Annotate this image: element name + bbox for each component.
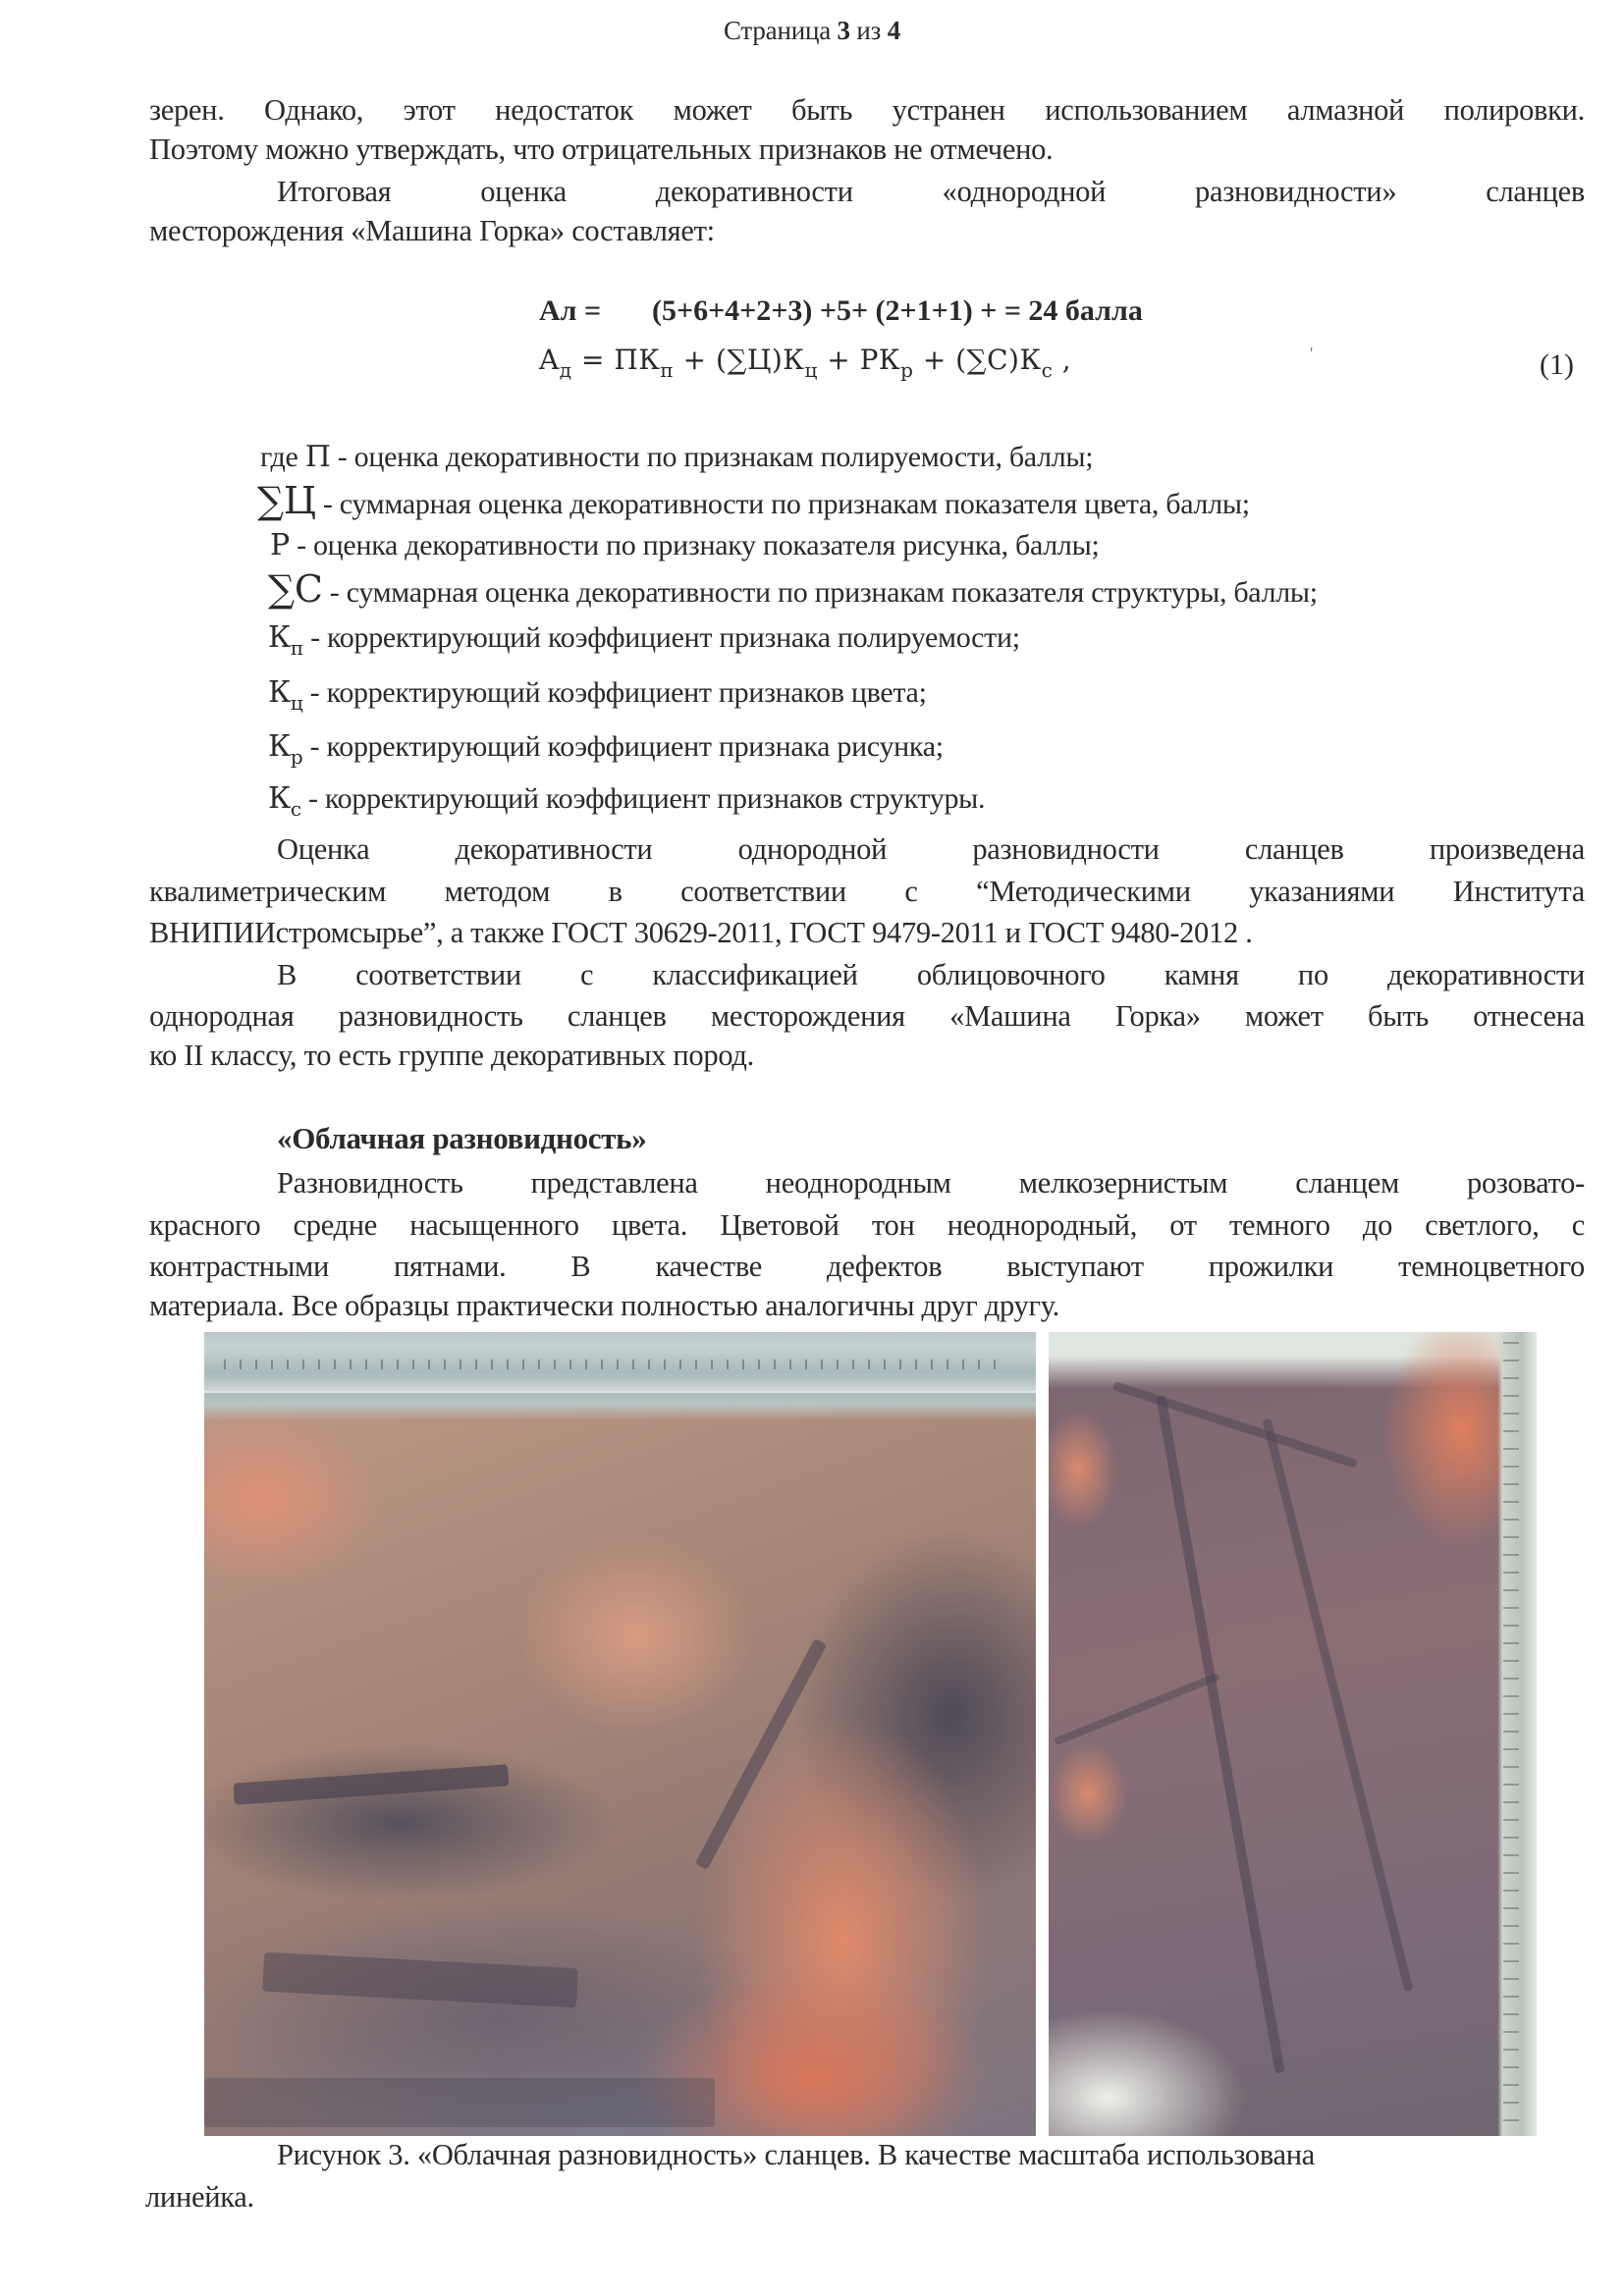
symbol: П xyxy=(304,440,331,474)
dark-vein xyxy=(1054,1673,1220,1746)
total-pages-number: 4 xyxy=(887,16,900,45)
symbol: К xyxy=(268,781,291,816)
paragraph-line: В соответствии с классификацией облицовочного камня по декоративности xyxy=(277,958,1585,991)
definition-item: где П - оценка декоративности по признакам полируемости, баллы; xyxy=(260,440,1094,474)
dark-vein xyxy=(1156,1395,1284,2073)
paragraph-line: однородная разновидность сланцев месторождения «Машина Горка» может быть отнесена xyxy=(149,999,1585,1033)
definition-item: ∑Ц - суммарная оценка декоративности по признакам показателя цвета, баллы; xyxy=(257,479,1250,522)
formula-general: $A_д = ПК_п + (\sum Ц)К_ц + РК_р + (\sum С)К_с$ , xyxy=(539,344,1072,382)
paragraph-line: Поэтому можно утверждать, что отрицательных признаков не отмечено. xyxy=(149,133,1054,166)
stray-mark: ' xyxy=(1310,344,1314,363)
symbol: К xyxy=(268,620,291,655)
ruler-icon xyxy=(204,1346,1036,1393)
page-label: Страница xyxy=(723,16,838,45)
figure-caption-continued: линейка. xyxy=(145,2180,254,2214)
paragraph-line: ВНИПИИстромсырье”, а также ГОСТ 30629-2011, ГОСТ 9479-2011 и ГОСТ 9480-2012 . xyxy=(149,916,1253,949)
paragraph-line: красного средне насыщенного цвета. Цветовой тон неоднородный, от темного до светлого, с xyxy=(149,1208,1585,1242)
definition-item: $К_р$ - корректирующий коэффициент признака рисунка; xyxy=(268,729,944,769)
stone-photo-left xyxy=(204,1332,1036,2136)
definition-item: $К_п$ - корректирующий коэффициент признака полируемости; xyxy=(268,620,1020,660)
definition-item: ∑С - суммарная оценка декоративности по признакам показателя структуры, баллы; xyxy=(268,567,1318,611)
section-heading: «Облачная разновидность» xyxy=(277,1121,647,1155)
dark-vein xyxy=(695,1638,827,1870)
formula-result-rhs: (5+6+4+2+3) +5+ (2+1+1) + = 24 балла xyxy=(652,294,1143,327)
ruler-ticks xyxy=(224,1360,1009,1369)
definition-item: $К_ц$ - корректирующий коэффициент признаков цвета; xyxy=(268,675,927,715)
ruler-icon xyxy=(1503,1342,1519,2127)
stone-photo-right xyxy=(1049,1332,1537,2136)
symbol: К xyxy=(268,675,291,710)
page-header xyxy=(0,16,1624,46)
figure-caption: Рисунок 3. «Облачная разновидность» сланцев. В качестве масштаба использована xyxy=(277,2138,1316,2171)
page-separator: из xyxy=(849,16,888,45)
paragraph-line: контрастными пятнами. В качестве дефектов выступают прожилки темноцветного xyxy=(149,1250,1585,1283)
dark-vein xyxy=(204,2078,715,2127)
dark-vein xyxy=(234,1764,510,1804)
definition-item: Р - оценка декоративности по признаку показателя рисунка, баллы; xyxy=(270,528,1100,562)
symbol: ∑С xyxy=(268,567,323,611)
symbol: К xyxy=(268,729,291,764)
dark-vein xyxy=(262,1952,578,2008)
definition-item: $К_с$ - корректирующий коэффициент признаков структуры. xyxy=(268,781,986,821)
equation-number: (1) xyxy=(1540,348,1574,381)
paragraph-line: зерен. Однако, этот недостаток может быть устранен использованием алмазной полировки. xyxy=(149,93,1585,127)
current-page-number: 3 xyxy=(837,16,850,45)
symbol: Р xyxy=(270,528,290,562)
symbol: ∑Ц xyxy=(257,479,316,522)
paragraph-line: материала. Все образцы практически полностью аналогичны друг другу. xyxy=(149,1289,1059,1322)
dark-vein xyxy=(1263,1418,1414,1992)
paragraph-line: Итоговая оценка декоративности «однородной разновидности» сланцев xyxy=(277,175,1585,208)
paragraph-line: ко II классу, то есть группе декоративных пород. xyxy=(149,1039,754,1072)
paragraph-line: Оценка декоративности однородной разновидности сланцев произведена xyxy=(277,832,1585,866)
paragraph-line: месторождения «Машина Горка» составляет: xyxy=(149,214,715,247)
dark-vein xyxy=(1112,1381,1358,1468)
formula-result-lhs: Aл = xyxy=(539,294,602,327)
paragraph-line: Разновидность представлена неоднородным мелкозернистым сланцем розовато- xyxy=(277,1166,1585,1200)
paragraph-line: квалиметрическим методом в соответствии с “Методическими указаниями Института xyxy=(149,875,1585,908)
